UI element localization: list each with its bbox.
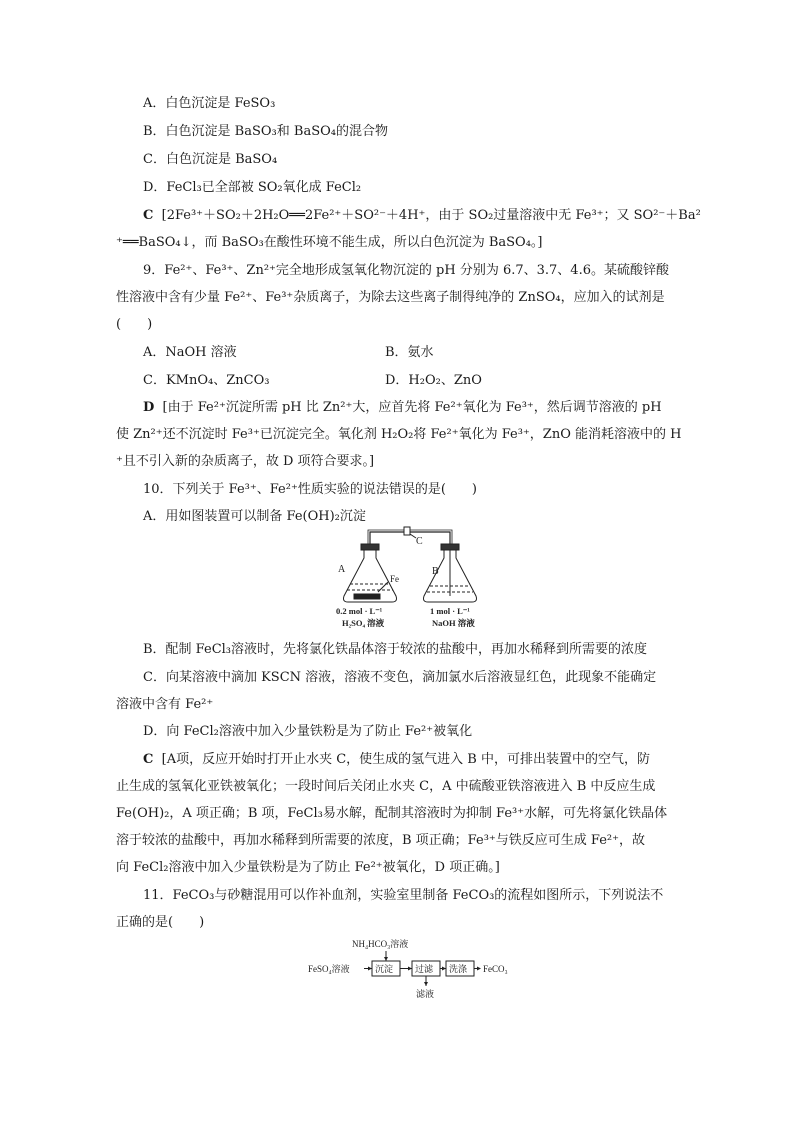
flask-b-solution: NaOH 溶液 (432, 618, 475, 628)
q11-stem-line1: 11．FeCO₃与砂糖混用可以作补血剂，实验室里制备 FeCO₃的流程如图所示，下列说法不 (143, 888, 664, 903)
q11-stem-line2: 正确的是( ) (116, 915, 205, 930)
q9-stem-line3: ( ) (116, 317, 153, 332)
flow-product: FeCO₃ (483, 964, 508, 974)
q8-explanation-line2: ⁺══BaSO₄↓，而 BaSO₃在酸性环境不能生成，所以白色沉淀为 BaSO₄。] (116, 235, 543, 250)
label-b: B (432, 566, 439, 577)
q10-explanation-line3: Fe(OH)₂，A 项正确；B 项，FeCl₃易水解，配制其溶液时为抑制 Fe³⁺水解，可先将氯化铁晶体 (116, 806, 668, 821)
q10-option-b: B．配制 FeCl₃溶液时，先将氯化铁晶体溶于较浓的盐酸中，再加水稀释到所需要的浓度 (143, 642, 648, 657)
flow-step3: 洗涤 (449, 964, 468, 974)
q9-explanation-line2: 使 Zn²⁺还不沉淀时 Fe³⁺已沉淀完全。氧化剂 H₂O₂将 Fe²⁺氧化为 Fe³⁺，ZnO 能消耗溶液中的 H (116, 427, 682, 442)
q10-explanation-line1 (143, 752, 650, 768)
q8-option-a: A．白色沉淀是 FeSO₃ (143, 96, 276, 111)
q8-explanation-text: [2Fe³⁺＋SO₂＋2H₂O══2Fe²⁺＋SO²⁻＋4H⁺，由于 SO₂过量溶液中无 Fe³⁺；又 SO²⁻＋Ba² (161, 208, 701, 223)
q9-answer: D (143, 400, 155, 415)
q9-stem-line2: 性溶液中含有少量 Fe²⁺、Fe³⁺杂质离子，为除去这些离子制得纯净的 ZnSO₄，应加入的试剂是 (116, 290, 665, 305)
flask-a-concentration: 0.2 mol · L⁻¹ (336, 606, 383, 616)
q9-explanation-line3: ⁺且不引入新的杂质离子，故 D 项符合要求。] (116, 454, 375, 469)
fe-oh2-apparatus-figure (320, 522, 500, 630)
q10-explanation-line2: 止生成的氢氧化亚铁被氧化；一段时间后关闭止水夹 C，A 中硫酸亚铁溶液进入 B 中反应生成 (116, 779, 656, 794)
q10-explanation-line4: 溶于较浓的盐酸中，再加水稀释到所需要的浓度，B 项正确；Fe³⁺与铁反应可生成 Fe²⁺，故 (116, 833, 645, 848)
flow-step1: 沉淀 (375, 964, 394, 974)
flask-a-stopper (361, 544, 379, 550)
q9-option-c: C．KMnO₄、ZnCO₃ (143, 373, 270, 388)
q8-explanation-line1 (143, 208, 701, 224)
flow-reagent: NH₄HCO₃溶液 (352, 939, 409, 949)
flask-b-concentration: 1 mol · L⁻¹ (430, 606, 470, 616)
q8-option-d: D．FeCl₃已全部被 SO₂氧化成 FeCl₂ (143, 180, 362, 195)
q10-explanation-line5: 向 FeCl₂溶液中加入少量铁粉是为了防止 Fe²⁺被氧化，D 项正确。] (116, 860, 500, 875)
q10-stem: 10．下列关于 Fe³⁺、Fe²⁺性质实验的说法错误的是( ) (143, 482, 477, 497)
q10-option-c-line2: 溶液中含有 Fe²⁺ (116, 697, 214, 712)
q9-option-d: D．H₂O₂、ZnO (385, 373, 482, 388)
label-fe: Fe (390, 574, 399, 584)
q9-stem-line1: 9．Fe²⁺、Fe³⁺、Zn²⁺完全地形成氢氧化物沉淀的 pH 分别为 6.7、3.7、4.6。某硫酸锌酸 (143, 263, 669, 278)
label-c: C (416, 536, 423, 547)
q10-answer: C (143, 752, 154, 767)
flow-step2: 过滤 (415, 964, 434, 974)
q9-explanation-text: [由于 Fe²⁺沉淀所需 pH 比 Zn²⁺大，应首先将 Fe²⁺氧化为 Fe³⁺，然后调节溶液的 pH (162, 400, 662, 415)
flow-start: FeSO₄溶液 (308, 964, 350, 974)
q8-answer: C (143, 208, 154, 223)
clamp-c (404, 527, 410, 535)
q9-option-a: A．NaOH 溶液 (143, 345, 237, 360)
flow-byproduct: 滤液 (416, 989, 435, 999)
label-a: A (338, 564, 346, 575)
q10-option-c-line1: C．向某溶液中滴加 KSCN 溶液，溶液不变色，滴加氯水后溶液显红色，此现象不能确定 (143, 670, 657, 685)
q9-explanation-line1 (143, 400, 662, 416)
iron-pieces (354, 594, 380, 599)
q9-option-b: B．氨水 (385, 345, 434, 360)
q10-option-d: D．向 FeCl₂溶液中加入少量铁粉是为了防止 Fe²⁺被氧化 (143, 724, 473, 739)
feco3-flowchart (306, 936, 526, 1004)
q10-explanation-text: [A项，反应开始时打开止水夹 C，使生成的氢气进入 B 中，可排出装置中的空气，防 (161, 752, 650, 767)
flask-b-stopper (441, 544, 459, 550)
q8-option-b: B．白色沉淀是 BaSO₃和 BaSO₄的混合物 (143, 124, 388, 139)
q10-option-a: A．用如图装置可以制备 Fe(OH)₂沉淀 (143, 509, 366, 524)
flask-a-solution: H₂SO₄ 溶液 (342, 618, 385, 628)
q8-option-c: C．白色沉淀是 BaSO₄ (143, 152, 278, 167)
